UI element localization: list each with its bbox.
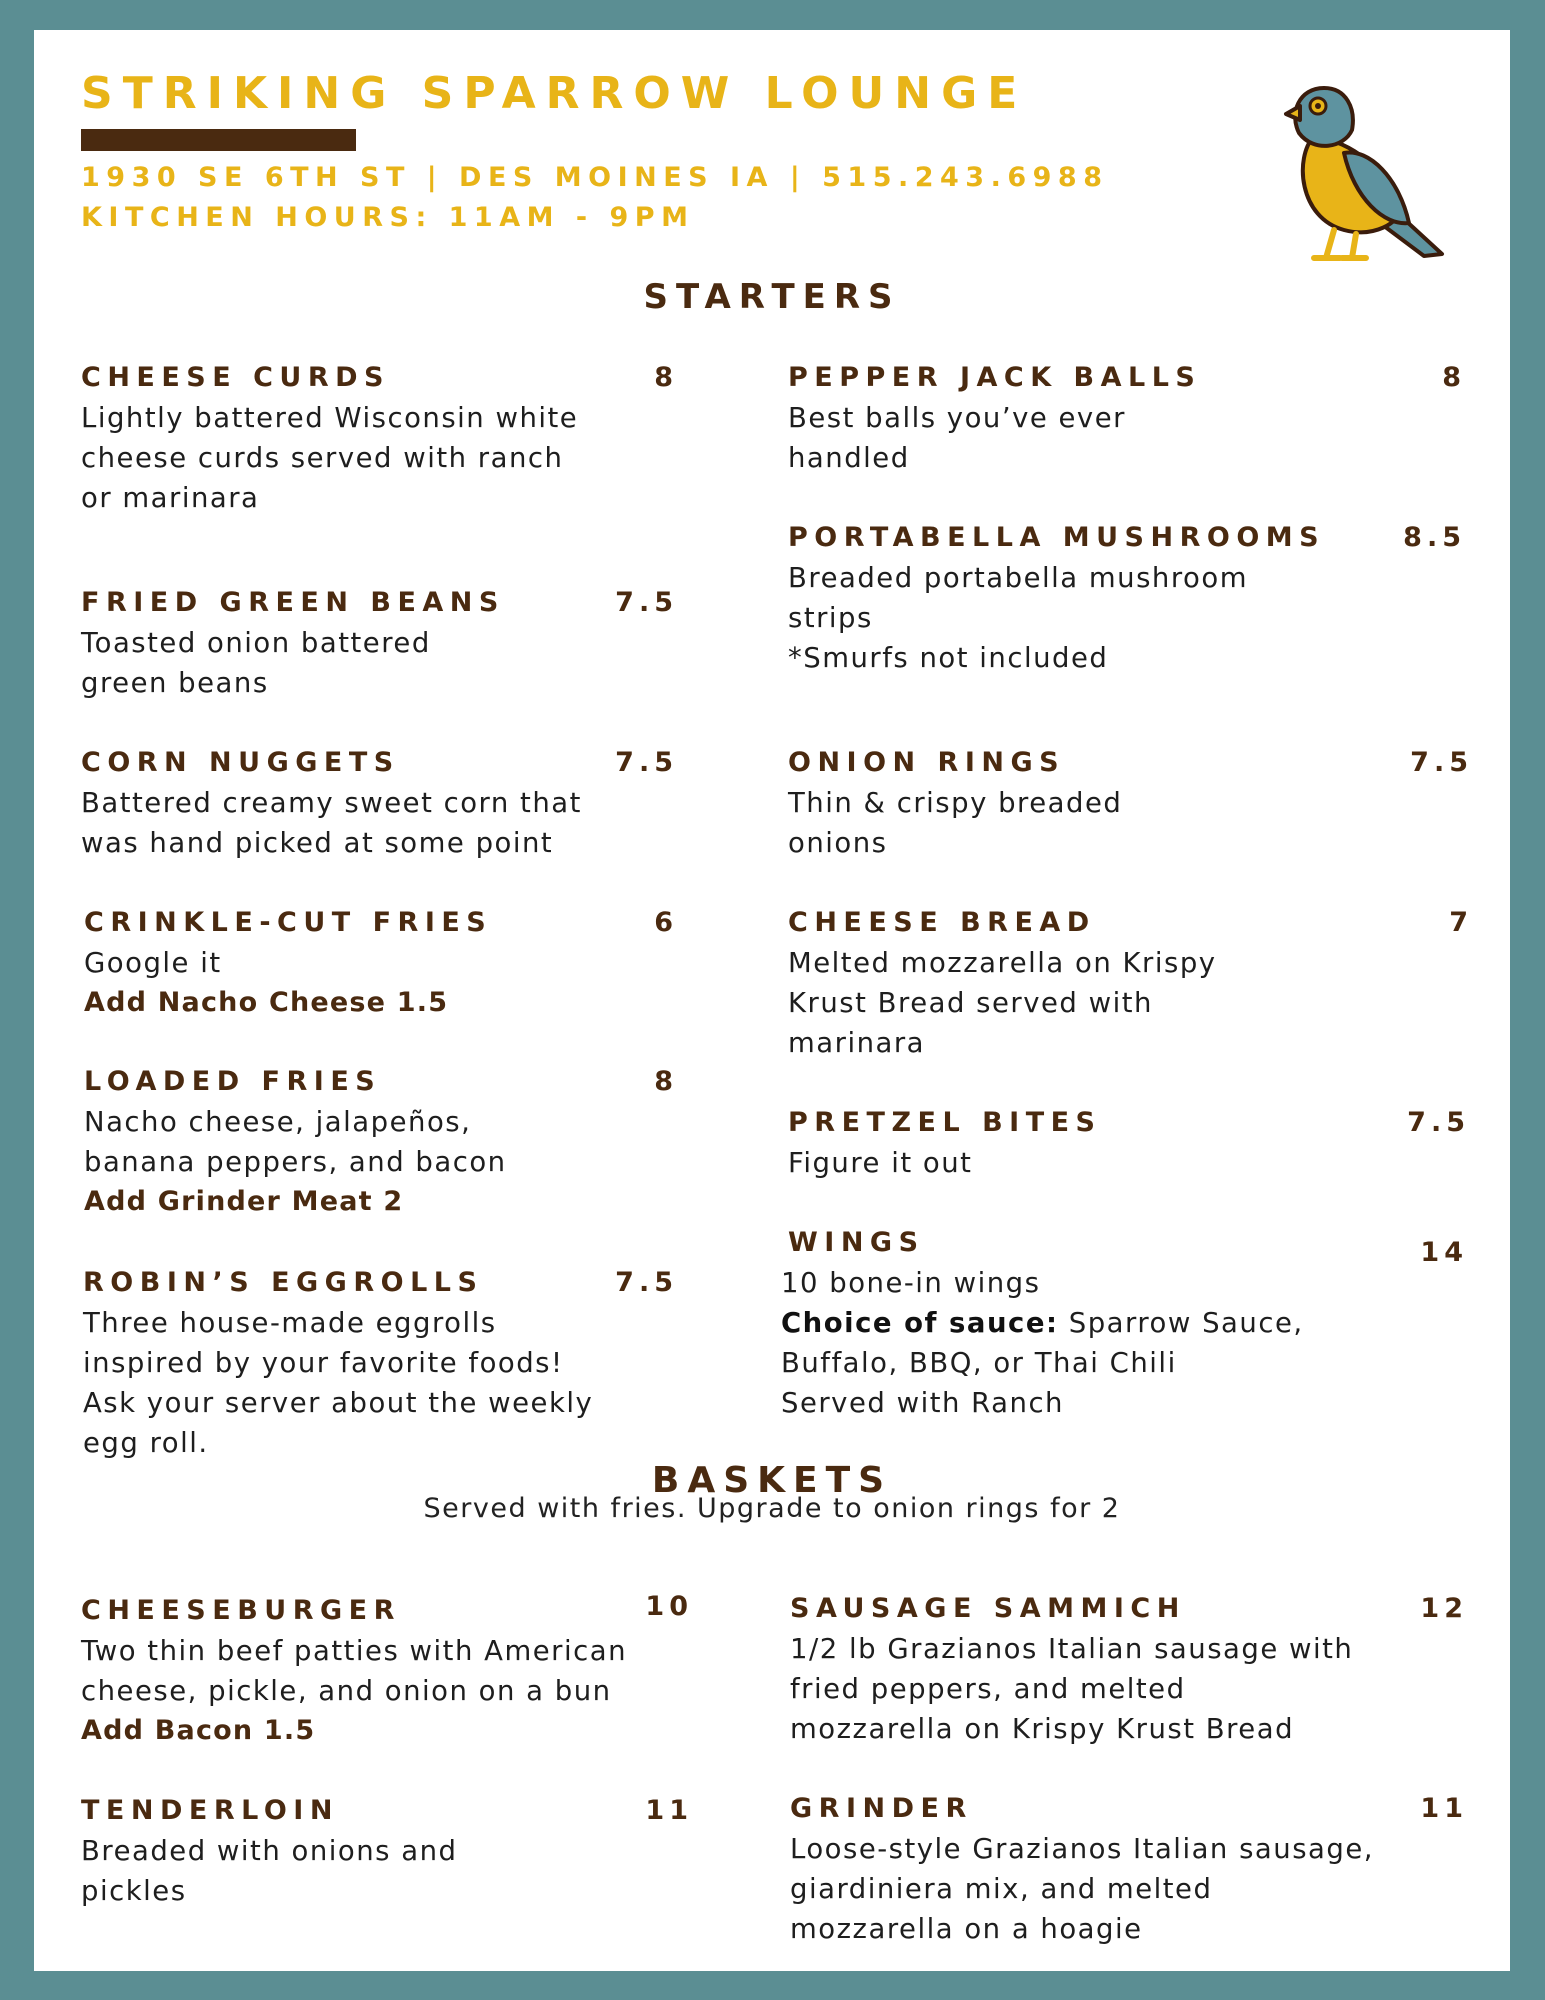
item-description: Buffalo, BBQ, or Thai Chili <box>781 1347 1177 1379</box>
item-description: Nacho cheese, jalapeños, <box>84 1106 472 1138</box>
menu-item-wings <box>781 1223 1468 1423</box>
item-description: Google it <box>84 947 222 979</box>
item-name: LOADED FRIES <box>84 1066 382 1097</box>
menu-item-crinkle-cut-fries <box>84 903 678 1023</box>
item-description: Thin & crispy breaded <box>788 787 1123 819</box>
item-description: Melted mozzarella on Krispy <box>788 947 1217 979</box>
item-description: Served with Ranch <box>781 1387 1064 1419</box>
item-price: 7.5 <box>1407 1107 1470 1138</box>
item-description: 10 bone-in wings <box>781 1267 1041 1299</box>
item-price: 8.5 <box>1403 522 1466 553</box>
item-description: Ask your server about the weekly <box>83 1387 594 1419</box>
menu-item-pepper-jack-balls <box>788 358 1466 478</box>
item-price: 7 <box>1449 907 1473 938</box>
item-price: 12 <box>1420 1593 1468 1624</box>
item-name: FRIED GREEN BEANS <box>81 587 505 618</box>
item-description: *Smurfs not included <box>788 642 1109 674</box>
item-price: 8 <box>654 1066 678 1097</box>
section-heading-starters: STARTERS <box>643 277 901 317</box>
item-description: pickles <box>81 1875 187 1907</box>
menu-page <box>34 30 1510 1971</box>
item-name: ONION RINGS <box>788 747 1066 778</box>
item-name: PORTABELLA MUSHROOMS <box>788 522 1326 553</box>
item-name: PRETZEL BITES <box>788 1107 1102 1138</box>
item-price: 7.5 <box>615 747 678 778</box>
menu-item-cheeseburger <box>81 1591 693 1751</box>
item-description: was hand picked at some point <box>81 827 554 859</box>
menu-item-cheese-curds <box>81 358 678 518</box>
item-description: egg roll. <box>83 1427 209 1459</box>
item-description: Toasted onion battered <box>81 627 431 659</box>
sparrow-icon <box>1274 58 1449 268</box>
item-description: Figure it out <box>788 1147 973 1179</box>
item-price: 7.5 <box>615 1267 678 1298</box>
item-description: Loose-style Grazianos Italian sausage, <box>790 1833 1375 1865</box>
item-name: CHEESE CURDS <box>81 362 390 393</box>
menu-item-grinder <box>790 1789 1468 1949</box>
item-description: marinara <box>788 1027 926 1059</box>
item-description: Krust Bread served with <box>788 987 1153 1019</box>
item-description: 1/2 lb Grazianos Italian sausage with <box>790 1633 1354 1665</box>
item-price: 10 <box>645 1591 693 1622</box>
item-addon: Add Bacon 1.5 <box>81 1715 316 1746</box>
address-line: 1930 SE 6TH ST | DES MOINES IA | 515.243.6988 <box>81 162 1109 193</box>
item-description: Battered creamy sweet corn that <box>81 787 582 819</box>
item-description: Breaded portabella mushroom <box>788 562 1248 594</box>
baskets-note: Served with fries. Upgrade to onion rings for 2 <box>423 1493 1121 1524</box>
menu-item-robins-eggrolls <box>83 1263 678 1463</box>
item-name: WINGS <box>788 1227 925 1258</box>
item-description: strips <box>788 602 873 634</box>
item-price: 7.5 <box>1410 747 1473 778</box>
menu-item-tenderloin <box>81 1791 693 1911</box>
item-description: Lightly battered Wisconsin white <box>81 402 579 434</box>
item-name: GRINDER <box>790 1793 973 1824</box>
item-price: 6 <box>654 907 678 938</box>
item-description: giardiniera mix, and melted <box>790 1873 1213 1905</box>
sauce-choice-line <box>781 1303 1468 1343</box>
item-description: Best balls you’ve ever <box>788 402 1126 434</box>
kitchen-hours: KITCHEN HOURS: 11AM - 9PM <box>81 202 695 233</box>
item-addon: Add Grinder Meat 2 <box>84 1186 404 1217</box>
item-description: banana peppers, and bacon <box>84 1146 507 1178</box>
item-description: or marinara <box>81 482 260 514</box>
menu-item-sausage-sammich <box>790 1589 1468 1749</box>
item-description: Two thin beef patties with American <box>81 1635 627 1667</box>
item-name: ROBIN’S EGGROLLS <box>83 1267 484 1298</box>
item-price: 8 <box>1442 362 1466 393</box>
item-description: mozzarella on a hoagie <box>790 1913 1143 1945</box>
item-description: Three house-made eggrolls <box>83 1307 497 1339</box>
item-name: SAUSAGE SAMMICH <box>790 1593 1186 1624</box>
item-description: onions <box>788 827 888 859</box>
item-description: handled <box>788 442 910 474</box>
item-addon: Add Nacho Cheese 1.5 <box>84 987 449 1018</box>
menu-item-loaded-fries <box>84 1062 678 1222</box>
restaurant-title: STRIKING SPARROW LOUNGE <box>81 68 1028 119</box>
item-name: CHEESEBURGER <box>81 1595 401 1626</box>
item-description: cheese curds served with ranch <box>81 442 564 474</box>
item-name: CRINKLE-CUT FRIES <box>84 907 493 938</box>
item-price: 14 <box>1420 1237 1468 1268</box>
item-description: mozzarella on Krispy Krust Bread <box>790 1713 1295 1745</box>
item-description: cheese, pickle, and onion on a bun <box>81 1675 612 1707</box>
item-description: green beans <box>81 667 269 699</box>
item-name: TENDERLOIN <box>81 1795 339 1826</box>
item-price: 8 <box>654 362 678 393</box>
title-underline <box>81 129 356 151</box>
menu-item-portabella-mushrooms <box>788 518 1466 678</box>
menu-item-onion-rings <box>788 743 1473 863</box>
menu-item-pretzel-bites <box>788 1103 1470 1183</box>
section-heading-baskets: BASKETS <box>651 1460 893 1501</box>
sauce-choice-text: Sparrow Sauce, <box>1058 1307 1304 1339</box>
item-name: PEPPER JACK BALLS <box>788 362 1202 393</box>
menu-item-cheese-bread <box>788 903 1473 1063</box>
item-description: inspired by your favorite foods! <box>83 1347 564 1379</box>
menu-item-corn-nuggets <box>81 743 678 863</box>
menu-item-fried-green-beans <box>81 583 678 703</box>
item-price: 7.5 <box>615 587 678 618</box>
item-price: 11 <box>1420 1793 1468 1824</box>
item-name: CHEESE BREAD <box>788 907 1096 938</box>
item-description: Breaded with onions and <box>81 1835 458 1867</box>
item-name: CORN NUGGETS <box>81 747 400 778</box>
item-description: fried peppers, and melted <box>790 1673 1186 1705</box>
sauce-choice-label: Choice of sauce: <box>781 1307 1059 1339</box>
item-price: 11 <box>645 1795 693 1826</box>
